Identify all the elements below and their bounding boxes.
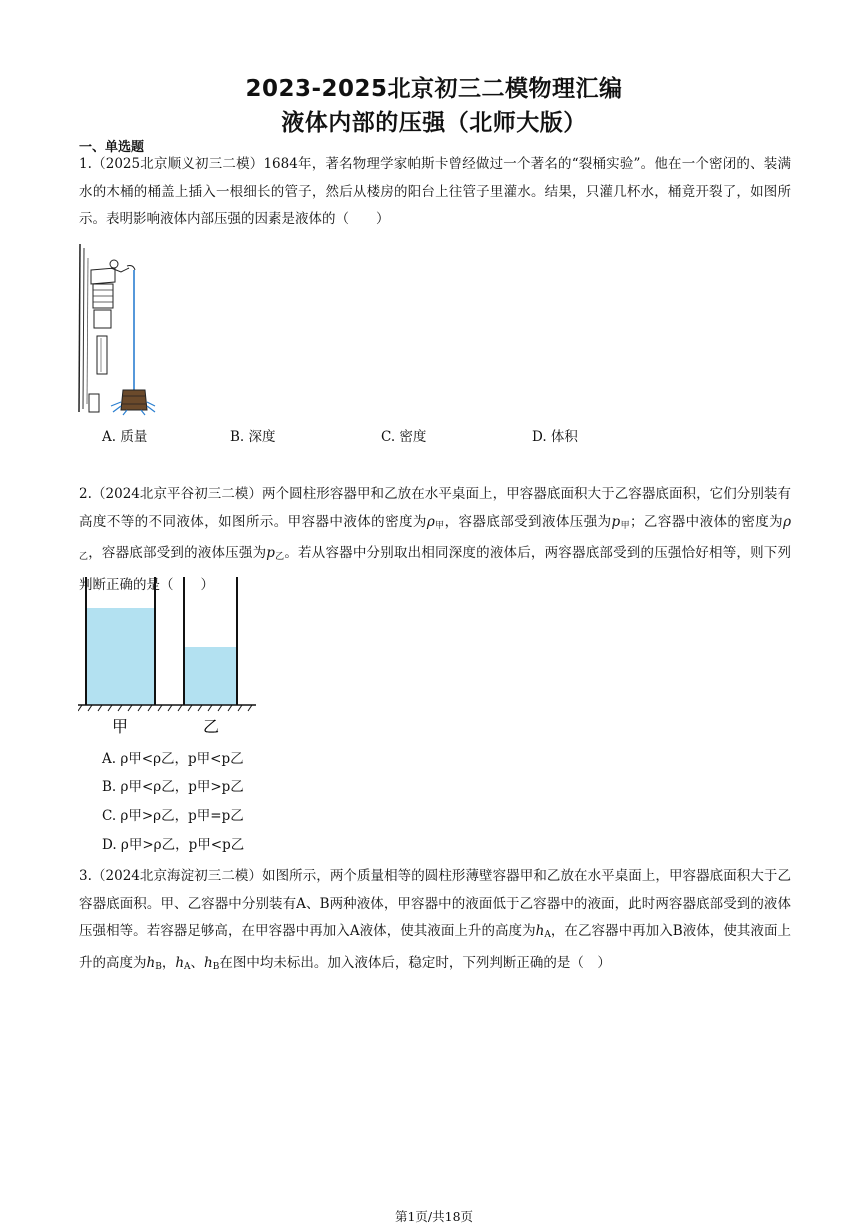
containers-figure [78, 577, 260, 737]
p-symbol: p [266, 545, 275, 561]
option-b[interactable]: B. 深度 [230, 429, 276, 445]
h-symbol: h [204, 954, 213, 971]
q2-text-a: 2.（2024北京平谷初三二模）两个圆柱形容器甲和乙放在水平桌面上，甲容器底面积大于乙容器底面积，它们分别装有高度不等的不同液体，如图所示。甲容器中液体的密度为 [79, 486, 791, 530]
page-subtitle: 液体内部的压强（北师大版） [281, 110, 587, 136]
option-a[interactable]: A. 质量 [102, 429, 148, 445]
p-symbol: p [611, 513, 621, 530]
q3-text-c: ， [161, 954, 176, 971]
q2-option-a[interactable]: A. ρ甲<ρ乙，p甲<p乙 [102, 751, 244, 767]
sub-yi: 乙 [274, 552, 285, 562]
q3-text-a: 3.（2024北京海淀初三二模）如图所示，两个质量相等的圆柱形薄壁容器甲和乙放在水平桌面上，甲容器底面积大于乙容器底面积。甲、乙容器中分别装有A、B两种液体，甲容器中的液面低于乙容器中的液面，此时两容器底部受到的液体压强相等。若容器足够高，在甲容器中再加入A液体，使其液面上升的高度为 [79, 868, 791, 939]
liquid-yi [185, 647, 236, 705]
sub-yi: 乙 [79, 552, 89, 562]
q3-text-e: 在图中均未标出。加入液体后，稳定时，下列判断正确的是（ ） [219, 954, 611, 971]
question-3-text [79, 863, 791, 981]
liquid-jia [87, 608, 154, 705]
label-yi: 乙 [202, 717, 220, 736]
h-symbol: h [535, 923, 545, 939]
section-heading: 一、单选题 [79, 140, 145, 155]
h-symbol: h [175, 954, 185, 971]
page-footer: 第1页/共18页 [394, 1209, 474, 1224]
q2-text-e: 。若从容器中分别取出相同深度的液体后，两容器底部受到的压强恰好相等，则下列判断正确的是（ ） [79, 545, 791, 593]
option-d[interactable]: D. 体积 [532, 429, 578, 445]
sub-a: A [184, 961, 191, 972]
sub-a: A [544, 930, 551, 940]
q2-option-b[interactable]: B. ρ甲<ρ乙，p甲>p乙 [102, 779, 244, 795]
q2-text-c: ；乙容器中液体的密度为 [630, 513, 784, 530]
option-c[interactable]: C. 密度 [381, 429, 427, 445]
q2-text-b: ，容器底部受到液体压强为 [444, 513, 612, 530]
q3-text-d: 、 [190, 954, 205, 971]
rho-symbol: ρ [783, 513, 791, 530]
label-jia: 甲 [111, 717, 129, 736]
barrel-experiment-illustration [77, 244, 157, 416]
sub-jia: 甲 [620, 520, 631, 531]
q3-text-b: ，在乙容器中再加入B液体，使其液面上升的高度为 [79, 923, 791, 971]
q2-option-c[interactable]: C. ρ甲>ρ乙，p甲=p乙 [102, 808, 244, 824]
rho-symbol: ρ [426, 513, 435, 530]
page-title: 2023-2025北京初三二模物理汇编 [245, 76, 623, 102]
h-symbol: h [146, 954, 156, 971]
sub-b: B [212, 961, 220, 972]
sub-b: B [155, 961, 162, 972]
q2-option-d[interactable]: D. ρ甲>ρ乙，p甲<p乙 [102, 837, 245, 853]
question-1-text: 1.（2025北京顺义初三二模）1684年，著名物理学家帕斯卡曾经做过一个著名的“裂桶实验”。他在一个密闭的、装满水的木桶的桶盖上插入一根细长的管子，然后从楼房的阳台上往管子里灌水。结果，只灌几杯水，桶竟开裂了，如图所示。表明影响液体内部压强的因素是液体的（ ） [79, 156, 791, 227]
q2-text-d: ，容器底部受到的液体压强为 [88, 545, 267, 561]
sub-jia: 甲 [434, 520, 445, 531]
